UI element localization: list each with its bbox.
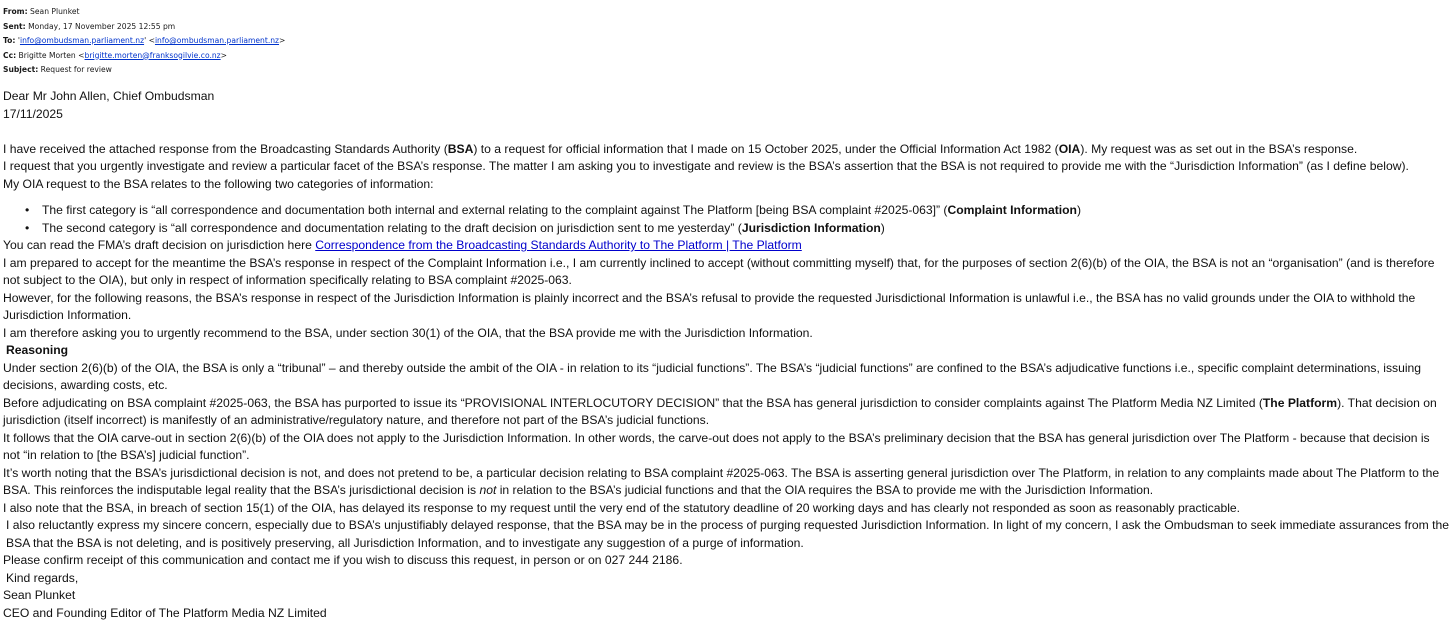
paragraph-2: I request that you urgently investigate and review a particular facet of the BSA’s response. The matter I am asking you to investigate and review is the BSA’s assertion that the BSA is not required to provide me with the “Jurisdiction Information” (as I define below). (3, 159, 1409, 173)
sent-label: Sent: (3, 21, 26, 31)
p1-text: I have received the attached response from the Broadcasting Standards Authority ( (3, 141, 448, 156)
bullet2-bold: Jurisdiction Information (741, 220, 881, 235)
bullet1-text: The first category is “all correspondence and documentation both internal and external relating to the complaint against The Platform [being BSA complaint #2025-063]” ( (42, 203, 948, 217)
p4-text: You can read the FMA’s draft decision on jurisdiction here (3, 238, 316, 252)
bullet1-close: ) (1076, 203, 1081, 217)
paragraph-3: My OIA request to the BSA relates to the following two categories of information: (3, 176, 434, 191)
paragraph-9 (3, 395, 1449, 430)
bullet2-text: The second category is “all correspondence and documentation relating to the draft decision on jurisdiction sent to me yesterday” ( (42, 220, 742, 235)
signoff: Kind regards, (6, 570, 79, 585)
list-item (25, 202, 1449, 220)
email-header (3, 5, 285, 78)
to-email-link[interactable]: info@ombudsman.parliament.nz (19, 36, 145, 45)
paragraph-8: Under section 2(6)(b) of the OIA, the BSA is only a “tribunal” – and thereby outside the ambit of the OIA - in relation to its “judicial functions”. The BSA’s “judicial functions” are confined to the BSA’s adjudicative functions i.e., specific complaint determinations, issuing decisions, awarding costs, etc. (3, 360, 1422, 392)
paragraph-10: It follows that the OIA carve-out in section 2(6)(b) of the OIA does not apply to the Jurisdiction Information. In other words, the carve-out does not apply to the BSA’s preliminary decision that the BSA has general jurisdiction over The Platform - because that decision is not “in relation to [the BSA’s] judicial function”. (3, 430, 1430, 462)
bullet2-close: ) (880, 220, 885, 235)
correspondence-link[interactable]: Correspondence from the Broadcasting Standards Authority to The Platform | The Platform (315, 238, 802, 252)
paragraph-7: I am therefore asking you to urgently recommend to the BSA, under section 30(1) of the OIA, that the BSA provide me with the Jurisdiction Information. (3, 325, 813, 340)
cc-email-link[interactable]: brigitte.morten@franksogilvie.co.nz (84, 50, 221, 60)
subject-label: Subject: (3, 65, 39, 74)
cc-row (3, 49, 285, 64)
list-item (25, 220, 1449, 238)
from-row (3, 5, 285, 20)
to-suffix: > (279, 36, 286, 45)
p9-text: Before adjudicating on BSA complaint #2025-063, the BSA has purported to issue its “PROVISIONAL INTERLOCUTORY DECISION” that the BSA has general jurisdiction to consider complaints against The Platform Media NZ Limited ( (3, 395, 1263, 410)
p9-bold: The Platform (1262, 395, 1338, 410)
from-label: From: (3, 7, 28, 16)
cc-label: Cc: (3, 50, 17, 60)
paragraph-6: However, for the following reasons, the BSA’s response in respect of the Jurisdiction Information is plainly incorrect and the BSA’s refusal to provide the requested Jurisdictional Information is unlawful i.e., the BSA has no valid grounds under the OIA to withhold the Jurisdiction Information. (3, 290, 1416, 322)
paragraph-14: Please confirm receipt of this communication and contact me if you wish to discuss this request, in person or on 027 244 2186. (3, 553, 683, 567)
p9-text-2: ). That decision on jurisdiction (itself incorrect) is manifestly of an administrative/regulatory nature, and therefore not part of the BSA’s judicial functions. (3, 395, 1437, 427)
letter-body (3, 88, 1449, 622)
sent-value: Monday, 17 November 2025 12:55 pm (28, 21, 176, 31)
p1-bold-bsa: BSA (447, 141, 474, 156)
signature-title: CEO and Founding Editor of The Platform Media NZ Limited (3, 605, 327, 620)
cc-suffix: > (220, 50, 228, 60)
bullet1-bold: Complaint Information (947, 203, 1077, 217)
to-mid: ' < (144, 36, 155, 45)
from-value: Sean Plunket (30, 7, 80, 16)
spacer (3, 123, 1449, 141)
reasoning-heading: Reasoning (6, 343, 69, 357)
to-label: To: (3, 36, 16, 45)
paragraph-4 (3, 237, 1449, 255)
p1-text-2: ) to a request for official information that I made on 15 October 2025, under the Official Information Act 1982 ( (473, 141, 1059, 156)
signature-name: Sean Plunket (3, 588, 76, 602)
sent-row (3, 20, 285, 35)
p11-text-2: in relation to the BSA’s judicial functions and that the OIA requires the BSA to provide me with the Jurisdiction Information. (496, 483, 1154, 497)
cc-name: Brigitte Morten < (18, 50, 85, 60)
to-prefix: ' (17, 36, 20, 45)
to-email-link-2[interactable]: info@ombudsman.parliament.nz (154, 36, 280, 45)
subject-row (3, 63, 285, 78)
p11-text: It’s worth noting that the BSA’s jurisdictional decision is not, and does not pretend to be, a particular decision relating to BSA complaint #2025-063. The BSA is asserting general jurisdiction over The Platform, in relation to any complaints made about The Platform to the BSA. This reinforces the indisputable legal reality that the BSA’s jurisdictional decision is (3, 465, 1440, 497)
paragraph-12: I also note that the BSA, in breach of section 15(1) of the OIA, has delayed its response to my request until the very end of the statutory deadline of 20 working days and has clearly not responded as soon as reasonably practicable. (3, 500, 1241, 515)
to-row (3, 34, 285, 49)
paragraph-13: I also reluctantly express my sincere concern, especially due to BSA’s unjustifiably delayed response, that the BSA may be in the process of purging requested Jurisdiction Information. In light of my concern, I ask the Ombudsman to seek immediate assurances from the BSA that the BSA is not deleting, and is positively preserving, all Jurisdiction Information, and to investigate any suggestion of a purge of information. (6, 518, 1449, 550)
paragraph-5: I am prepared to accept for the meantime the BSA’s response in respect of the Complaint Information i.e., I am currently inclined to accept (without committing myself) that, for the purposes of section 2(6)(b) of the OIA, the BSA is not an “organisation” (and is therefore not subject to the OIA), but only in respect of information specifically relating to BSA complaint #2025-063. (3, 255, 1435, 287)
p11-italic: not (479, 483, 497, 497)
salutation: Dear Mr John Allen, Chief Ombudsman (3, 89, 215, 103)
paragraph-1 (3, 141, 1449, 159)
p1-bold-oia: OIA (1058, 141, 1081, 156)
subject-value: Request for review (40, 65, 112, 74)
letter-date: 17/11/2025 (3, 106, 63, 121)
paragraph-11 (3, 465, 1449, 500)
p1-text-3: ). My request was as set out in the BSA’s response. (1080, 141, 1358, 156)
category-list (3, 202, 1449, 237)
